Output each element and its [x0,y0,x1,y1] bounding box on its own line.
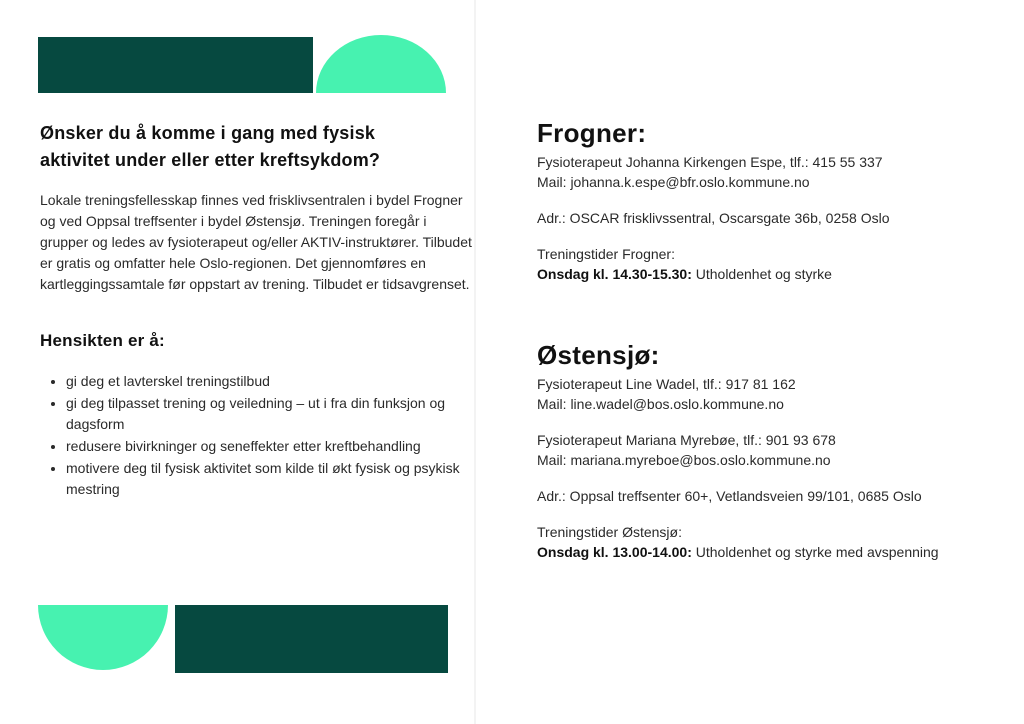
ostensjo-mail-1: Mail: line.wadel@bos.oslo.kommune.no [537,396,784,412]
ostensjo-schedule [537,542,1007,562]
frogner-schedule [537,264,1007,284]
frogner-schedule-label: Treningstider Frogner: [537,246,675,262]
ostensjo-schedule-label: Treningstider Østensjø: [537,524,682,540]
page-divider [474,0,476,724]
frogner-contact: Fysioterapeut Johanna Kirkengen Espe, tlf.: 415 55 337 [537,154,883,170]
decor-semicircle-top [316,35,446,93]
list-item: • motivere deg til fysisk aktivitet som kilde til økt fysisk og psykisk mestring [66,458,486,500]
decor-rect-top [38,37,313,93]
list-item: • redusere bivirkninger og seneffekter etter kreftbehandling [66,436,486,457]
ostensjo-heading: Østensjø: [537,340,660,370]
frogner-heading: Frogner: [537,118,647,148]
ostensjo-section [537,340,1007,562]
page-title: Ønsker du å komme i gang med fysisk aktivitet under eller etter kreftsykdom? [40,123,381,170]
frogner-schedule-time: Onsdag kl. 14.30-15.30: [537,266,692,282]
purpose-list [40,371,486,501]
ostensjo-contact-2: Fysioterapeut Mariana Myrebøe, tlf.: 901 93 678 [537,432,836,448]
ostensjo-schedule-desc: Utholdenhet og styrke med avspenning [691,544,939,560]
ostensjo-contact-1: Fysioterapeut Line Wadel, tlf.: 917 81 162 [537,376,796,392]
frogner-schedule-desc: Utholdenhet og styrke [691,266,832,282]
frogner-section [537,118,1007,284]
frogner-address: Adr.: OSCAR frisklivssentral, Oscarsgate 36b, 0258 Oslo [537,210,890,226]
list-item: • gi deg et lavterskel treningstilbud [66,371,486,392]
decor-semicircle-bottom [38,605,168,670]
ostensjo-address: Adr.: Oppsal treffsenter 60+, Vetlandsveien 99/101, 0685 Oslo [537,488,922,504]
ostensjo-mail-2: Mail: mariana.myreboe@bos.oslo.kommune.no [537,452,831,468]
list-item: • gi deg tilpasset trening og veiledning – ut i fra din funksjon og dagsform [66,393,486,435]
ostensjo-schedule-time: Onsdag kl. 13.00-14.00: [537,544,692,560]
purpose-heading: Hensikten er å: [40,331,165,350]
intro-paragraph: Lokale treningsfellesskap finnes ved frisklivsentralen i bydel Frogner og ved Oppsal treffsenter i bydel Østensjø. Treningen foregår i grupper og ledes av fysioterapeut og/eller AKTIV-instruktører. Tilbudet er gratis og omfatter hele Oslo-regionen. Det gjennomføres en kartleggingssamtale før oppstart av trening. Tilbudet er tidsavgrenset. [40,192,472,292]
decor-rect-bottom [175,605,448,673]
frogner-mail: Mail: johanna.k.espe@bfr.oslo.kommune.no [537,174,810,190]
